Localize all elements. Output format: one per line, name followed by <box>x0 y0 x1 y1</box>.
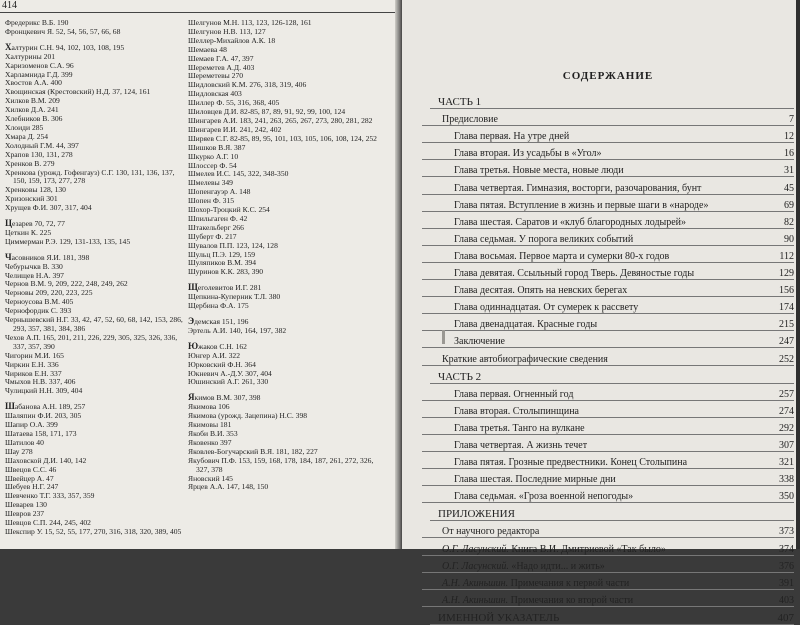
entry-title: Глава одиннадцатая. От сумерек к рассвету <box>454 302 639 314</box>
index-column-1 <box>5 19 185 537</box>
page-ref: 403 <box>779 594 794 606</box>
index-entry: Шлоссер Ф. 54 <box>188 160 237 170</box>
letter-initial: Ц <box>5 218 13 229</box>
contents-part <box>430 504 794 521</box>
contents-entry <box>422 590 794 607</box>
index-entry: Швецов С.С. 46 <box>5 464 57 474</box>
index-entry: Шиловцев Д.И. 82-85, 87, 89, 91, 92, 99, 100, 124 <box>188 107 346 117</box>
index-entry: Хлоиди 285 <box>5 122 44 132</box>
contents-page <box>402 0 800 624</box>
entry-title: Глава четвертая. Гимназия, восторги, разочарования, бунт <box>454 182 702 194</box>
index-entry: Шемаева 48 <box>188 44 227 54</box>
index-entry: Фредерикс В.Б. 190 <box>5 18 69 27</box>
index-entry: Шапир О.А. 399 <box>5 420 58 430</box>
letter-initial: Я <box>188 392 195 403</box>
page-ref: 90 <box>784 233 794 245</box>
index-entry: Фронцкевич Я. 52, 54, 56, 57, 66, 68 <box>5 26 121 36</box>
index-entry: Шопенгауэр А. 148 <box>188 187 251 197</box>
index-entry: Шелгунов М.Н. 113, 123, 126-128, 161 <box>188 18 312 27</box>
contents-entry <box>422 126 794 143</box>
index-entry: Якимовы 181 <box>188 420 232 430</box>
index-entry: Хлебников В. 306 <box>5 114 63 124</box>
contents-entry <box>422 384 794 401</box>
contents-part <box>430 92 794 109</box>
contents-entry <box>422 418 794 435</box>
page-ref: 45 <box>784 182 794 194</box>
index-entry: Шкурко А.Г. 10 <box>188 151 239 161</box>
scan-mark <box>442 330 445 344</box>
page-ref: 292 <box>779 422 794 434</box>
page-ref: 112 <box>779 250 794 262</box>
contents-entry <box>422 246 794 263</box>
page-ref: 156 <box>779 285 794 297</box>
index-entry: Чернофордик С. 393 <box>5 306 72 316</box>
letter-initial: Э <box>188 316 195 326</box>
entry-title: Глава десятая. Опять на невских берегах <box>454 285 628 297</box>
page-ref: 129 <box>779 268 794 280</box>
index-entry: Чиркин Е.Н. 336 <box>5 359 59 369</box>
index-entry: Юнгер А.И. 322 <box>188 350 241 360</box>
page-ref: 407 <box>777 611 794 624</box>
index-entry: Часовников Я.И. 181, 398 <box>5 251 90 262</box>
entry-author: А.Н. Акиньшин. <box>442 577 509 589</box>
page-ref: 338 <box>779 474 794 486</box>
table-of-contents <box>422 70 794 625</box>
index-entry: Юрковский Ф.Н. 364 <box>188 359 256 369</box>
index-entry: Шелгунов Н.В. 113, 127 <box>188 26 266 36</box>
entry-title: Глава третья. Новые места, новые люди <box>454 165 624 177</box>
page-ref: 376 <box>779 560 794 572</box>
index-entry: Шмелев И.С. 145, 322, 348-350 <box>188 169 289 179</box>
index-entry: Чмыхов Н.В. 337, 406 <box>5 377 76 387</box>
index-entry: Цезарев 70, 72, 77 <box>5 218 65 229</box>
entry-title-text: Книга В.И. Дмитриевой «Так было» <box>508 543 666 555</box>
index-entry: Шингарев И.И. 241, 242, 402 <box>188 124 282 134</box>
index-entry: Якимов В.М. 307, 398 <box>188 392 261 403</box>
index-entry: Шопен Ф. 315 <box>188 196 235 206</box>
page-ref: 350 <box>779 491 794 503</box>
entry-title: Краткие автобиографические сведения <box>442 353 608 365</box>
index-entry: Челищев Н.А. 397 <box>5 270 64 280</box>
entry-title: Глава первая. Огненный год <box>454 388 574 400</box>
index-entry: Черноусова В.М. 405 <box>5 297 74 307</box>
index-entry: Шау 278 <box>5 446 33 456</box>
index-entry: Харизоменов С.А. 96 <box>5 60 74 70</box>
page-ref: 12 <box>784 131 794 143</box>
index-entry: Храпов 130, 131, 278 <box>5 149 73 159</box>
entry-title <box>442 561 605 572</box>
index-entry: Якимова (урожд. Зацепина) Н.С. 398 <box>188 411 308 421</box>
index-entry: Юкневич А.-Д.У. 307, 404 <box>188 368 272 378</box>
index-entry: Халтурин С.Н. 94, 102, 103, 108, 195 <box>5 41 125 52</box>
index-entry: Хвощинская (Крестовский) Н.Д. 37, 124, 161 <box>5 87 151 97</box>
page-ref: 274 <box>779 405 794 417</box>
index-entry: Хилков Д.А. 241 <box>5 105 59 115</box>
index-entry: Шуберт Ф. 217 <box>188 231 237 241</box>
index-entry: Хренковы 128, 130 <box>5 185 66 195</box>
index-entry: Шульц П.Э. 129, 159 <box>188 249 256 259</box>
index-entry: Чулицкий Н.Н. 309, 404 <box>5 386 83 396</box>
entry-title: Глава двенадцатая. Красные годы <box>454 319 598 331</box>
contents-entry <box>422 314 794 331</box>
entry-title <box>442 544 666 555</box>
entry-title: Глава вторая. Из усадьбы в «Угол» <box>454 148 602 160</box>
index-entry: Швейцер А. 47 <box>5 473 54 483</box>
page-ref: 307 <box>779 439 794 451</box>
index-entry: Чебурычкв В. 330 <box>5 261 63 271</box>
index-entry: Якимова 106 <box>188 402 230 412</box>
page-ref: 7 <box>789 114 794 126</box>
contents-entry <box>422 452 794 469</box>
page-ref: 321 <box>779 457 794 469</box>
index-entry: Шишков В.Я. 387 <box>188 142 246 152</box>
entry-title: Заключение <box>454 336 505 348</box>
entry-title: ЧАСТЬ 2 <box>438 370 482 383</box>
entry-author: О.Г. Ласунский. <box>442 543 509 555</box>
index-entry: Шереметевы 270 <box>188 71 244 81</box>
page-ref: 69 <box>784 199 794 211</box>
page-number: 414 <box>2 0 17 11</box>
index-entry: Хмара Д. 254 <box>5 131 49 141</box>
index-entry: Юшинский А.Г. 261, 330 <box>188 377 269 387</box>
entry-title: Глава седьмая. У порога великих событий <box>454 233 634 245</box>
index-entry: Шаховской Д.И. 140, 142 <box>5 455 87 465</box>
contents-entry <box>422 486 794 503</box>
entry-title: Глава девятая. Ссыльный город Тверь. Девяностые годы <box>454 268 695 280</box>
index-entry: Щепкина-Куперник Т.Л. 380 <box>188 292 281 302</box>
index-entry: Халтурины 201 <box>5 51 56 61</box>
page-ref: 257 <box>779 388 794 400</box>
entry-title: От научного редактора <box>442 526 540 538</box>
entry-author: О.Г. Ласунский. <box>442 560 509 572</box>
contents-entry <box>422 521 794 538</box>
index-entry: Шевров 237 <box>5 509 45 519</box>
entry-title <box>442 578 629 589</box>
entry-title: Предисловие <box>442 114 498 126</box>
entry-title: Глава четвертая. А жизнь течет <box>454 439 588 451</box>
index-entry: Шувалов П.П. 123, 124, 128 <box>188 240 278 250</box>
contents-entry <box>422 401 794 418</box>
entry-title-text: «Надо идти... и жить» <box>508 560 605 572</box>
index-entry: Цеткин К. 225 <box>5 227 52 237</box>
contents-entry <box>422 229 794 246</box>
entry-title: Глава пятая. Грозные предвестники. Конец Столыпина <box>454 457 688 469</box>
index-entry: Шеварев 130 <box>5 500 47 510</box>
index-entry: Щеголевитов И.Г. 281 <box>188 282 262 293</box>
page-ref: 174 <box>779 302 794 314</box>
index-entry: Шмелевы 349 <box>188 178 233 188</box>
entry-title: Глава пятая. Вступление в жизнь и первые шаги в «народе» <box>454 199 709 211</box>
index-entry: Шебуев Н.Г. 247 <box>5 482 59 492</box>
index-entry: Якоби В.И. 353 <box>188 428 238 438</box>
index-entry: Хрущев Ф.И. 307, 317, 404 <box>5 203 92 213</box>
contents-part <box>430 367 794 384</box>
page-ref: 31 <box>784 165 794 177</box>
letter-initial: Ш <box>5 401 15 412</box>
contents-entry <box>422 469 794 486</box>
index-entry: Шатаева 158, 171, 173 <box>5 428 77 438</box>
index-entry: Яковлев-Богучарский В.Я. 181, 182, 227 <box>188 446 318 456</box>
letter-initial: Щ <box>188 282 198 293</box>
entry-title: Глава третья. Танго на вулкане <box>454 422 585 434</box>
entry-title: Глава восьмая. Первое марта и сумерки 80-х годов <box>454 250 670 262</box>
page-ref: 374 <box>779 543 794 555</box>
index-entry: Эдемская 151, 196 <box>188 316 249 326</box>
contents-entry <box>422 280 794 297</box>
index-column-2 <box>188 19 388 492</box>
page-ref: 252 <box>779 353 794 365</box>
entry-title: Глава шестая. Саратов и «клуб благородных лодырей» <box>454 216 687 228</box>
contents-entry <box>422 143 794 160</box>
index-entry: Шохор-Троцкий К.С. 254 <box>188 205 270 215</box>
index-entry: Циммерман Р.Э. 129, 131-133, 135, 145 <box>5 236 131 246</box>
index-entry: Шабанова А.Н. 189, 257 <box>5 401 86 412</box>
contents-part <box>430 608 794 625</box>
index-entry: Хренкова (урожд. Гофенгауз) С.Г. 130, 131, 136, 137, 150, 159, 173, 277, 278 <box>5 167 175 186</box>
index-entry: Шуринов К.К. 283, 390 <box>188 267 264 277</box>
index-entry: Шидловская 403 <box>188 89 242 99</box>
index-entry: Чигорин М.И. 165 <box>5 350 64 360</box>
contents-entry <box>422 195 794 212</box>
index-entry: Яковенко 397 <box>188 437 232 447</box>
index-entry: Якубович П.Ф. 153, 159, 168, 178, 184, 187, 261, 272, 326, 327, 378 <box>188 455 374 474</box>
index-entry: Шпильгаген Ф. 42 <box>188 213 248 223</box>
entry-title: Глава вторая. Столыпинщина <box>454 405 579 417</box>
contents-entry <box>422 160 794 177</box>
index-entry: Эртель А.И. 140, 164, 197, 382 <box>188 325 287 335</box>
entry-title: ПРИЛОЖЕНИЯ <box>438 508 515 521</box>
letter-initial: Х <box>5 41 12 52</box>
contents-entry <box>422 556 794 573</box>
index-entry: Шатилов 40 <box>5 437 44 447</box>
entry-title: Глава первая. На утре дней <box>454 131 570 143</box>
index-entry: Щербина Ф.А. 175 <box>188 301 249 311</box>
contents-entry <box>422 263 794 280</box>
index-entry: Шидловский К.М. 276, 318, 319, 406 <box>188 80 307 90</box>
index-entry: Ярцев А.А. 147, 148, 150 <box>188 482 269 492</box>
scan-edge <box>796 0 800 549</box>
contents-entry <box>422 538 794 555</box>
page-ref: 16 <box>784 148 794 160</box>
page-ref: 391 <box>779 577 794 589</box>
entry-title <box>442 595 633 606</box>
index-entry: Яновский 145 <box>188 473 233 483</box>
contents-entry <box>422 573 794 590</box>
entry-title: ЧАСТЬ 1 <box>438 96 482 109</box>
index-entry: Шереметев А.Д. 403 <box>188 62 255 72</box>
index-entry: Черновы 209, 220, 223, 225 <box>5 288 93 298</box>
contents-entry <box>422 109 794 126</box>
index-entry: Шевцов С.П. 244, 245, 402 <box>5 518 91 528</box>
index-entry: Чехов А.П. 165, 201, 211, 226, 229, 305, 325, 326, 336, 337, 357, 390 <box>5 332 178 351</box>
contents-entry <box>422 435 794 452</box>
index-entry: Шевченко Т.Г. 333, 357, 359 <box>5 491 95 501</box>
contents-entry <box>422 177 794 194</box>
entry-title: Глава шестая. Последние мирные дни <box>454 474 616 486</box>
letter-initial: Ю <box>188 340 199 351</box>
index-entry: Чириков Е.Н. 337 <box>5 368 62 378</box>
index-entry: Хилков В.М. 209 <box>5 96 60 106</box>
contents-entry <box>422 297 794 314</box>
contents-entry <box>422 331 794 348</box>
index-entry: Шемаев Г.А. 47, 397 <box>188 53 254 63</box>
index-entry: Южаков С.Н. 162 <box>188 340 247 351</box>
index-entry: Хвостов А.А. 400 <box>5 78 62 88</box>
entry-author: А.Н. Акиньшин. <box>442 594 509 606</box>
index-page <box>0 0 398 549</box>
index-entry: Шингарев А.И. 183, 241, 263, 265, 267, 273, 280, 281, 282 <box>188 115 373 125</box>
page-ref: 82 <box>784 216 794 228</box>
index-entry: Чернышевский Н.Г. 33, 42, 47, 52, 60, 68, 142, 153, 286, 293, 357, 381, 384, 386 <box>5 315 183 333</box>
header-rule <box>0 12 395 13</box>
index-entry: Шаляпин Ф.И. 203, 305 <box>5 411 82 421</box>
index-entry: Холодный Г.М. 44, 397 <box>5 140 79 150</box>
index-entry: Шуляпиков В.М. 394 <box>188 258 257 268</box>
index-entry: Чернов В.М. 9, 209, 222, 248, 249, 262 <box>5 279 128 289</box>
contents-entry <box>422 212 794 229</box>
index-entry: Хризонский 301 <box>5 194 58 204</box>
contents-entry <box>422 348 794 365</box>
index-entry: Шекспир У. 15, 52, 55, 177, 270, 316, 318, 320, 389, 405 <box>5 526 182 536</box>
page-ref: 247 <box>779 336 794 348</box>
entry-title: ИМЕННОЙ УКАЗАТЕЛЬ <box>438 611 560 624</box>
index-entry: Штакельберг 266 <box>188 222 244 232</box>
page-ref: 215 <box>779 319 794 331</box>
contents-list <box>422 92 794 625</box>
index-entry: Харламнида Г.Д. 399 <box>5 69 73 79</box>
entry-title-text: Примечания к первой части <box>508 577 630 589</box>
index-entry: Ширяев С.Г. 82-85, 89, 95, 101, 103, 105, 106, 108, 124, 252 <box>188 133 377 143</box>
index-entry: Шеллер-Михайлов А.К. 18 <box>188 35 276 45</box>
index-entry: Шиллер Ф. 55, 316, 368, 405 <box>188 98 280 108</box>
page-ref: 373 <box>779 526 794 538</box>
contents-title: СОДЕРЖАНИЕ <box>562 70 654 82</box>
letter-initial: Ч <box>5 251 12 262</box>
entry-title-text: Примечания ко второй части <box>508 594 634 606</box>
index-entry: Хренков В. 279 <box>5 158 55 168</box>
entry-title: Глава седьмая. «Гроза военной непогоды» <box>454 491 634 503</box>
